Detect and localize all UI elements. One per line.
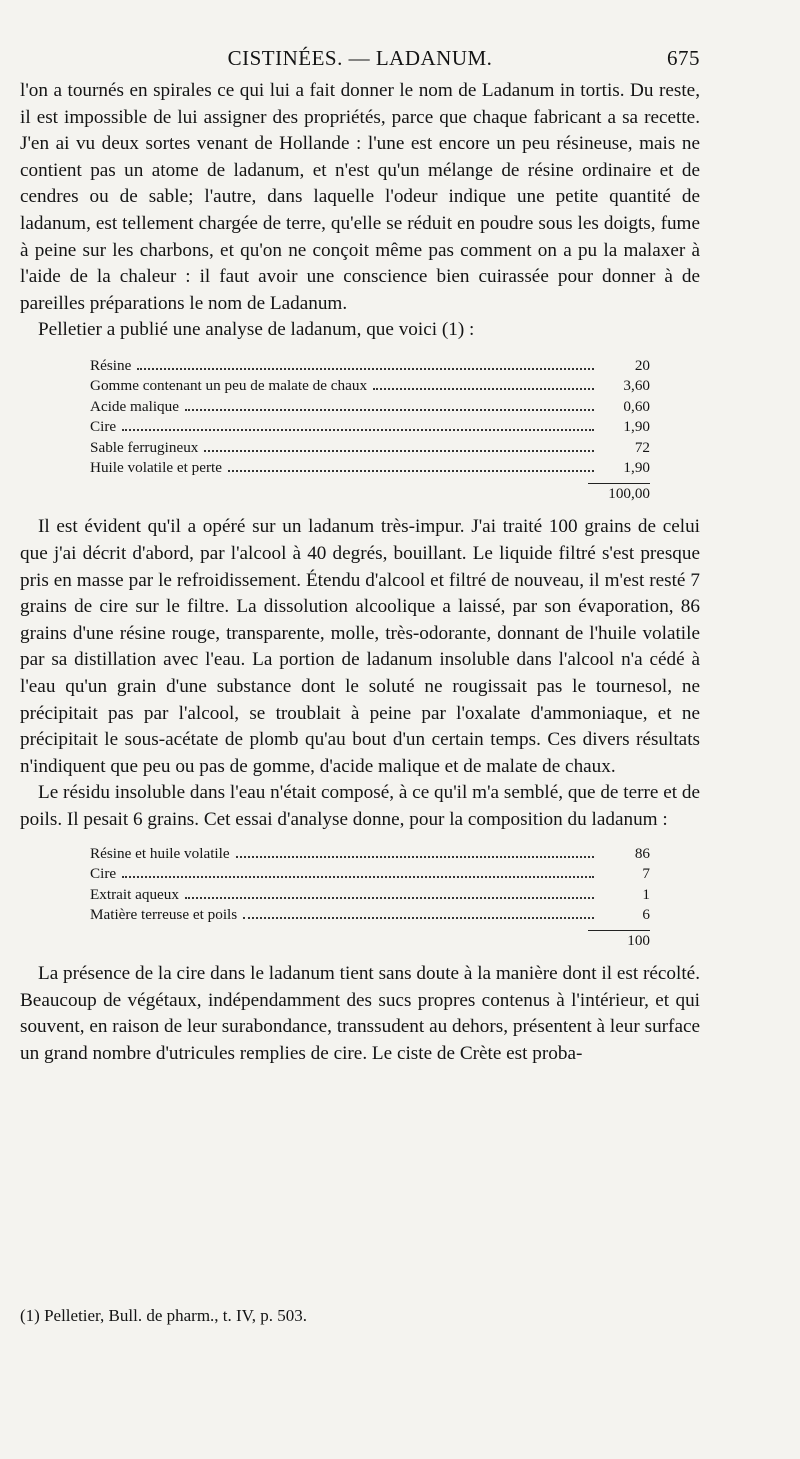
leader-dots (373, 388, 594, 390)
paragraph-2: Pelletier a publié une analyse de ladanum, que voici (1) : (38, 319, 475, 341)
row-value: 0,60 (623, 397, 650, 415)
row-label: Résine et huile volatile (90, 844, 230, 862)
table-total: 100,00 (608, 484, 650, 502)
leader-dots (137, 368, 594, 370)
row-value: 1 (642, 885, 650, 903)
leader-dots (228, 470, 594, 472)
row-label: Résine (90, 356, 132, 374)
leader-dots (185, 409, 594, 411)
row-label: Cire (90, 418, 117, 436)
row-label: Huile volatile et perte (90, 459, 222, 477)
leader-dots (204, 450, 594, 452)
row-value: 86 (634, 844, 650, 862)
running-title: CISTINÉES. — LADANUM. (227, 46, 493, 70)
leader-dots (236, 856, 594, 858)
table-row (90, 376, 650, 397)
row-value: 1,90 (623, 418, 650, 436)
paragraph-3: Il est évident qu'il a opéré sur un ladanum très-impur. J'ai traité 100 grains de celui que j'ai décrit d'abord, par l'alcool à 40 degrés, bouillant. Le liquide filtré s'est presque pris en masse par le refroidissement. Étendu d'alcool et filtré de nouveau, il m'est resté 7 grains de cire sur le filtre. La dissolution alcoolique a laissé, par son évaporation, 86 grains d'une résine rouge, transparente, molle, très-odorante, donnant de l'huile volatile par sa distillation avec l'eau. La portion de ladanum insoluble dans l'alcool n'a cédé à l'eau qu'un grain d'une substance dont le soluté ne rougissait pas le tournesol, ne précipitait pas par l'alcool, se troublait à peine par l'oxalate d'ammoniaque, et ne précipitait le sous-acétate de plomb qu'au bout d'un certain temps. Ces divers résultats n'indiquent que peu ou pas de gomme, d'acide malique et de malate de chaux. (20, 516, 700, 777)
footnote: (1) Pelletier, Bull. de pharm., t. IV, p. 503. (20, 1306, 308, 1325)
table-row (90, 885, 650, 906)
leader-dots (122, 429, 594, 431)
body-text (20, 78, 700, 1067)
paragraph-4: Le résidu insoluble dans l'eau n'était composé, à ce qu'il m'a semblé, que de terre et de poils. Il pesait 6 grains. Cet essai d'analyse donne, pour la composition du ladanum : (20, 782, 700, 830)
row-label: Extrait aqueux (90, 885, 179, 903)
table-row (90, 397, 650, 418)
leader-dots (243, 917, 594, 919)
row-label: Sable ferrugineux (90, 438, 199, 456)
row-label: Acide malique (90, 397, 179, 415)
table-row (90, 905, 650, 926)
row-value: 20 (634, 356, 650, 374)
leader-dots (185, 897, 594, 899)
row-label: Matière terreuse et poils (90, 906, 238, 924)
table-row (90, 417, 650, 438)
row-value: 72 (634, 438, 650, 456)
analysis-table-author (90, 844, 650, 952)
table-total: 100 (627, 931, 650, 949)
running-header (20, 46, 700, 76)
row-value: 7 (642, 865, 650, 883)
table-row (90, 864, 650, 885)
page-number: 675 (667, 46, 700, 70)
row-value: 3,60 (623, 377, 650, 395)
row-value: 1,90 (623, 459, 650, 477)
row-label: Cire (90, 865, 117, 883)
row-label: Gomme contenant un peu de malate de chaux (90, 377, 368, 395)
table-row (90, 438, 650, 459)
leader-dots (122, 876, 594, 878)
paragraph-5: La présence de la cire dans le ladanum tient sans doute à la manière dont il est récolté. Beaucoup de végétaux, indépendamment des sucs propres contenus à l'intérieur, et qui souvent, en raison de leur surabondance, transsudent au dehors, présentent à leur surface un grand nombre d'utricules remplies de cire. Le ciste de Crète est proba- (20, 963, 700, 1064)
row-value: 6 (642, 906, 650, 924)
table-row (90, 844, 650, 865)
table-row (90, 356, 650, 377)
paragraph-1: l'on a tournés en spirales ce qui lui a fait donner le nom de Ladanum in tortis. Du reste, il est impossible de lui assigner des propriétés, parce que chaque fabricant a sa recette. J'en ai vu deux sortes venant de Hollande : l'une est encore un peu résineuse, mais ne contient pas un atome de ladanum, et n'est qu'un mélange de résine ordinaire et de cendres ou de sable; l'autre, dans laquelle l'odeur indique une petite quantité de ladanum, est tellement chargée de terre, qu'elle se réduit en poudre sous les doigts, fume à peine sur les charbons, et qu'on ne conçoit même pas comment on a pu la malaxer à l'aide de la chaleur : il faut avoir une conscience bien cuirassée pour donner à de pareilles préparations le nom de Ladanum. (20, 80, 700, 314)
table-row (90, 458, 650, 479)
analysis-table-pelletier (90, 356, 650, 505)
